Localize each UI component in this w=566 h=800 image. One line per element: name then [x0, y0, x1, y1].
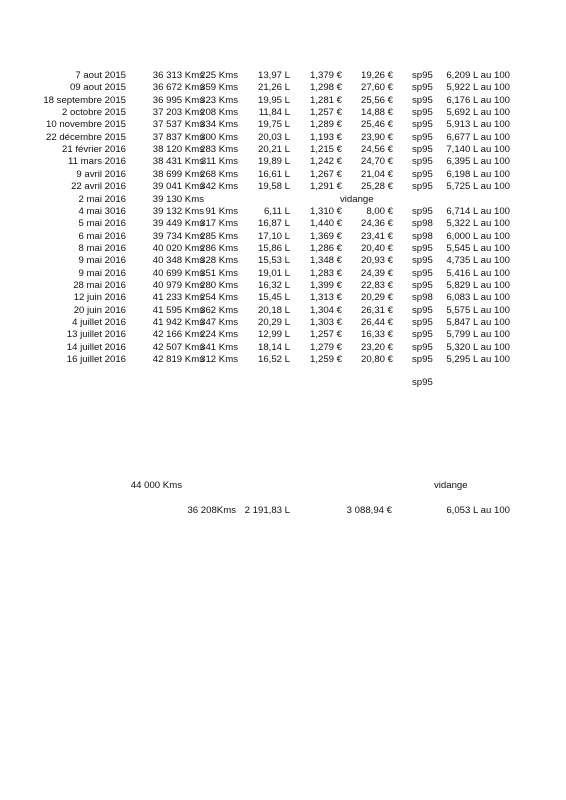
table-row	[0, 82, 566, 94]
row-liters: 15,53 L	[257, 255, 290, 267]
row-odometer: 39 734 Kms	[152, 230, 204, 242]
row-liters: 18,14 L	[257, 341, 290, 353]
row-date: 14 juillet 2016	[66, 341, 126, 353]
row-distance: 342 Kms	[200, 181, 238, 193]
row-odometer: 40 348 Kms	[152, 255, 204, 267]
row-price-per-liter: 1,291 €	[309, 181, 342, 193]
row-consumption: 6,395 L au 100	[446, 156, 510, 168]
row-consumption: 5,847 L au 100	[446, 317, 510, 328]
row-date: 22 décembre 2015	[45, 131, 126, 143]
row-price-per-liter: 1,369 €	[309, 230, 342, 242]
row-odometer: 39 130 Kms	[152, 193, 204, 205]
table-row	[0, 280, 566, 292]
row-note: vidange	[340, 193, 374, 205]
row-date: 13 juillet 2016	[66, 329, 126, 341]
row-odometer: 41 942 Kms	[152, 317, 204, 328]
next-service-odometer: 44 000 Kms	[130, 480, 182, 491]
row-date: 9 avril 2016	[76, 168, 126, 180]
total-distance: 36 208Kms	[187, 505, 236, 516]
row-liters: 11,84 L	[258, 107, 290, 118]
row-fuel-type: sp95	[412, 107, 433, 118]
row-price-per-liter: 1,259 €	[309, 354, 342, 366]
table-row	[0, 119, 566, 131]
row-odometer: 39 041 Kms	[152, 181, 204, 193]
row-liters: 13,97 L	[257, 70, 290, 81]
row-odometer: 39 449 Kms	[152, 218, 204, 230]
row-odometer: 40 020 Kms	[152, 242, 204, 254]
row-price-per-liter: 1,303 €	[309, 317, 342, 328]
row-date: 4 juillet 2016	[72, 317, 126, 328]
row-price-per-liter: 1,283 €	[309, 267, 342, 279]
row-price-per-liter: 1,242 €	[309, 156, 342, 168]
row-odometer: 39 132 Kms	[152, 205, 204, 217]
row-date: 21 février 2016	[62, 144, 126, 156]
row-price-per-liter: 1,440 €	[309, 218, 342, 230]
row-consumption: 6,176 L au 100	[446, 94, 510, 106]
table-row	[0, 169, 566, 181]
row-liters: 20,29 L	[257, 317, 290, 328]
row-distance: 323 Kms	[200, 94, 238, 106]
row-consumption: 5,922 L au 100	[446, 82, 510, 94]
row-distance: 280 Kms	[200, 279, 238, 291]
row-price-per-liter: 1,313 €	[309, 292, 342, 304]
row-distance: 208 Kms	[200, 107, 238, 118]
row-liters: 16,52 L	[257, 354, 290, 366]
row-consumption: 6,198 L au 100	[446, 168, 510, 180]
row-cost: 23,20 €	[360, 341, 393, 353]
total-cost: 3 088,94 €	[346, 505, 392, 516]
row-distance: 317 Kms	[200, 218, 238, 230]
row-fuel-type: sp95	[412, 156, 433, 168]
row-cost: 20,80 €	[360, 354, 393, 366]
row-fuel-type: sp95	[412, 279, 433, 291]
row-date: 8 mai 2016	[78, 242, 126, 254]
row-fuel-type: sp95	[412, 144, 433, 156]
row-date: 12 juin 2016	[73, 292, 126, 304]
row-fuel-type: sp95	[412, 205, 433, 217]
table-row	[0, 132, 566, 144]
row-consumption: 5,322 L au 100	[446, 218, 510, 230]
row-cost: 8,00 €	[366, 205, 393, 217]
row-distance: 285 Kms	[200, 230, 238, 242]
row-distance: 351 Kms	[200, 267, 238, 279]
row-odometer: 42 819 Kms	[152, 354, 204, 366]
row-liters: 20,18 L	[257, 304, 290, 316]
row-price-per-liter: 1,399 €	[309, 279, 342, 291]
row-consumption: 6,000 L au 100	[446, 230, 510, 242]
row-cost: 26,44 €	[360, 317, 393, 328]
row-cost: 20,29 €	[360, 292, 393, 304]
row-distance: 312 Kms	[200, 354, 238, 366]
row-cost: 25,28 €	[360, 181, 393, 193]
row-liters: 16,87 L	[257, 218, 290, 230]
extra-fuel-type: sp95	[412, 377, 433, 388]
row-fuel-type: sp95	[412, 267, 433, 279]
row-consumption: 6,677 L au 100	[446, 131, 510, 143]
row-price-per-liter: 1,193 €	[309, 131, 342, 143]
row-odometer: 38 431 Kms	[152, 156, 204, 168]
row-fuel-type: sp95	[412, 329, 433, 341]
row-consumption: 6,209 L au 100	[446, 70, 510, 81]
row-price-per-liter: 1,267 €	[309, 168, 342, 180]
row-odometer: 36 672 Kms	[152, 82, 204, 94]
row-date: 09 aout 2015	[69, 82, 126, 94]
row-liters: 16,32 L	[257, 279, 290, 291]
row-liters: 15,45 L	[257, 292, 290, 304]
row-date: 10 novembre 2015	[45, 119, 126, 131]
table-row	[0, 317, 566, 329]
row-cost: 24,56 €	[360, 144, 393, 156]
row-liters: 12,99 L	[257, 329, 290, 341]
row-odometer: 37 537 Kms	[152, 119, 204, 131]
row-consumption: 5,416 L au 100	[446, 267, 510, 279]
row-fuel-type: sp95	[412, 70, 433, 81]
row-date: 16 juillet 2016	[66, 354, 126, 366]
extra-fuel-row	[0, 377, 566, 389]
next-service-row	[0, 480, 566, 492]
row-distance: 268 Kms	[200, 168, 238, 180]
row-cost: 20,93 €	[360, 255, 393, 267]
table-row	[0, 181, 566, 193]
table-row	[0, 255, 566, 267]
table-row	[0, 268, 566, 280]
table-row	[0, 218, 566, 230]
row-fuel-type: sp95	[412, 317, 433, 328]
row-cost: 19,26 €	[360, 70, 393, 81]
row-date: 7 aout 2015	[75, 70, 126, 81]
row-odometer: 36 995 Kms	[152, 94, 204, 106]
row-price-per-liter: 1,281 €	[309, 94, 342, 106]
row-liters: 19,75 L	[257, 119, 290, 131]
row-cost: 16,33 €	[360, 329, 393, 341]
row-date: 9 mai 2016	[78, 267, 126, 279]
row-fuel-type: sp95	[412, 255, 433, 267]
row-liters: 21,26 L	[257, 82, 290, 94]
totals-row	[0, 505, 566, 517]
row-date: 2 octobre 2015	[61, 107, 126, 118]
row-fuel-type: sp95	[412, 242, 433, 254]
row-consumption: 5,575 L au 100	[446, 304, 510, 316]
row-fuel-type: sp95	[412, 94, 433, 106]
row-fuel-type: sp95	[412, 82, 433, 94]
row-distance: 91 Kms	[205, 205, 238, 217]
row-distance: 224 Kms	[200, 329, 238, 341]
row-cost: 20,40 €	[360, 242, 393, 254]
row-consumption: 5,320 L au 100	[446, 341, 510, 353]
row-date: 18 septembre 2015	[43, 94, 126, 106]
row-cost: 25,46 €	[360, 119, 393, 131]
row-distance: 254 Kms	[200, 292, 238, 304]
table-row	[0, 329, 566, 341]
row-date: 2 mai 2016	[78, 193, 126, 205]
row-distance: 362 Kms	[200, 304, 238, 316]
row-fuel-type: sp95	[412, 354, 433, 366]
row-price-per-liter: 1,286 €	[309, 242, 342, 254]
table-row	[0, 354, 566, 366]
table-row	[0, 342, 566, 354]
row-liters: 19,95 L	[257, 94, 290, 106]
row-odometer: 36 313 Kms	[152, 70, 204, 81]
row-consumption: 5,295 L au 100	[446, 354, 510, 366]
row-fuel-type: sp95	[412, 181, 433, 193]
row-liters: 19,01 L	[257, 267, 290, 279]
row-liters: 6,11 L	[264, 205, 290, 217]
row-liters: 20,03 L	[257, 131, 290, 143]
row-consumption: 6,083 L au 100	[446, 292, 510, 304]
row-odometer: 38 120 Kms	[152, 144, 204, 156]
row-liters: 19,58 L	[257, 181, 290, 193]
row-date: 22 avril 2016	[71, 181, 126, 193]
total-liters: 2 191,83 L	[244, 505, 290, 516]
table-row	[0, 95, 566, 107]
row-odometer: 42 507 Kms	[152, 341, 204, 353]
row-odometer: 40 979 Kms	[152, 279, 204, 291]
row-fuel-type: sp95	[412, 341, 433, 353]
row-odometer: 37 203 Kms	[152, 107, 204, 118]
row-consumption: 5,913 L au 100	[446, 119, 510, 131]
table-row	[0, 70, 566, 82]
row-distance: 283 Kms	[200, 144, 238, 156]
row-distance: 311 Kms	[200, 156, 238, 168]
row-price-per-liter: 1,304 €	[309, 304, 342, 316]
average-consumption: 6,053 L au 100	[446, 505, 510, 516]
row-price-per-liter: 1,279 €	[309, 341, 342, 353]
row-liters: 15,86 L	[257, 242, 290, 254]
row-date: 11 mars 2016	[68, 156, 126, 168]
row-date: 9 mai 2016	[78, 255, 126, 267]
row-odometer: 40 699 Kms	[152, 267, 204, 279]
row-distance: 300 Kms	[200, 131, 238, 143]
row-cost: 24,36 €	[360, 218, 393, 230]
row-price-per-liter: 1,215 €	[309, 144, 342, 156]
row-consumption: 5,829 L au 100	[446, 279, 510, 291]
row-price-per-liter: 1,310 €	[309, 205, 342, 217]
table-row	[0, 243, 566, 255]
table-row	[0, 144, 566, 156]
row-date: 5 mai 2016	[78, 218, 126, 230]
row-cost: 23,90 €	[360, 131, 393, 143]
row-liters: 16,61 L	[257, 168, 290, 180]
next-service-label: vidange	[434, 480, 468, 491]
row-date: 4 mai 3016	[78, 205, 126, 217]
row-cost: 27,60 €	[360, 82, 393, 94]
row-consumption: 6,714 L au 100	[446, 205, 510, 217]
row-liters: 20,21 L	[257, 144, 290, 156]
row-odometer: 41 595 Kms	[152, 304, 204, 316]
row-liters: 19,89 L	[257, 156, 290, 168]
row-distance: 334 Kms	[200, 119, 238, 131]
row-date: 20 juin 2016	[73, 304, 126, 316]
row-fuel-type: sp98	[412, 292, 433, 304]
row-fuel-type: sp98	[412, 230, 433, 242]
row-price-per-liter: 1,379 €	[309, 70, 342, 81]
row-distance: 225 Kms	[200, 70, 238, 81]
table-row	[0, 156, 566, 168]
row-fuel-type: sp95	[412, 119, 433, 131]
row-odometer: 41 233 Kms	[152, 292, 204, 304]
row-fuel-type: sp95	[412, 304, 433, 316]
row-cost: 26,31 €	[360, 304, 393, 316]
row-date: 28 mai 2016	[73, 279, 126, 291]
row-fuel-type: sp98	[412, 218, 433, 230]
table-row	[0, 206, 566, 218]
row-price-per-liter: 1,289 €	[309, 119, 342, 131]
row-price-per-liter: 1,257 €	[309, 329, 342, 341]
row-consumption: 4,735 L au 100	[446, 255, 510, 267]
row-consumption: 5,799 L au 100	[446, 329, 510, 341]
row-distance: 286 Kms	[200, 242, 238, 254]
row-fuel-type: sp95	[412, 131, 433, 143]
row-date: 6 mai 2016	[78, 230, 126, 242]
row-cost: 22,83 €	[360, 279, 393, 291]
row-liters: 17,10 L	[257, 230, 290, 242]
row-distance: 328 Kms	[200, 255, 238, 267]
row-cost: 24,70 €	[360, 156, 393, 168]
row-distance: 341 Kms	[200, 341, 238, 353]
row-odometer: 42 166 Kms	[152, 329, 204, 341]
row-cost: 21,04 €	[360, 168, 393, 180]
row-price-per-liter: 1,257 €	[309, 107, 342, 118]
row-cost: 24,39 €	[360, 267, 393, 279]
table-row	[0, 194, 566, 206]
row-fuel-type: sp95	[412, 168, 433, 180]
row-distance: 347 Kms	[200, 317, 238, 328]
row-distance: 359 Kms	[200, 82, 238, 94]
row-odometer: 37 837 Kms	[152, 131, 204, 143]
table-row	[0, 292, 566, 304]
row-consumption: 5,545 L au 100	[446, 242, 510, 254]
row-cost: 23,41 €	[360, 230, 393, 242]
row-consumption: 5,692 L au 100	[446, 107, 510, 118]
table-row	[0, 107, 566, 119]
row-cost: 25,56 €	[360, 94, 393, 106]
row-odometer: 38 699 Kms	[152, 168, 204, 180]
table-row	[0, 305, 566, 317]
row-consumption: 5,725 L au 100	[446, 181, 510, 193]
row-cost: 14,88 €	[360, 107, 393, 118]
table-row	[0, 231, 566, 243]
row-consumption: 7,140 L au 100	[446, 144, 510, 156]
row-price-per-liter: 1,298 €	[309, 82, 342, 94]
row-price-per-liter: 1,348 €	[309, 255, 342, 267]
